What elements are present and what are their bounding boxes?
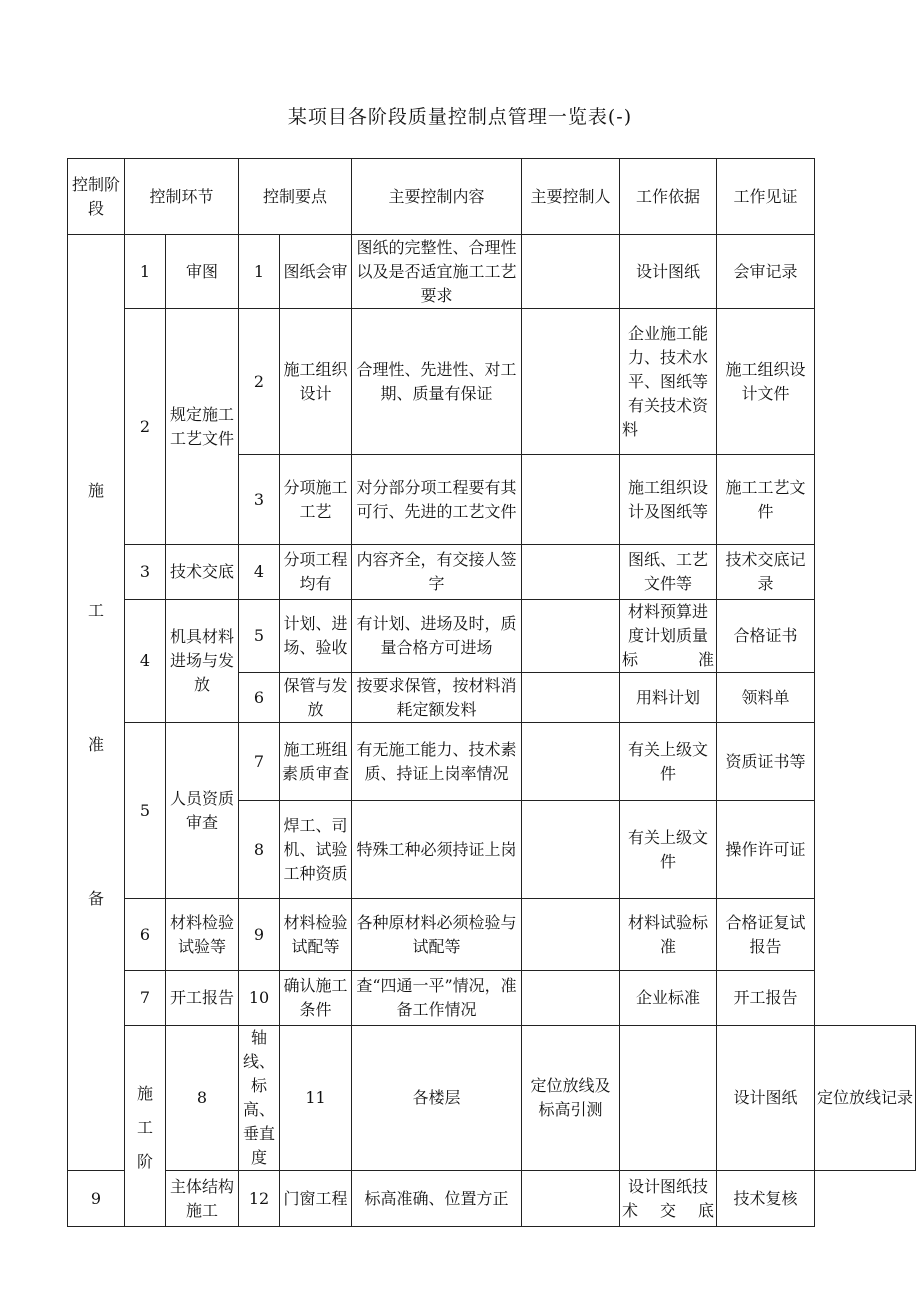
table-row bbox=[68, 600, 916, 673]
stage-char: 阶 bbox=[136, 1152, 153, 1171]
work-basis: 材料试验标准 bbox=[620, 899, 717, 971]
control-person bbox=[522, 545, 620, 600]
work-basis: 设计图纸 bbox=[717, 1026, 815, 1171]
link-number: 2 bbox=[125, 309, 166, 545]
point-number: 9 bbox=[239, 899, 280, 971]
work-basis: 企业标准 bbox=[620, 971, 717, 1026]
control-content: 合理性、先进性、对工期、质量有保证 bbox=[352, 309, 522, 455]
quality-control-table bbox=[67, 158, 916, 1227]
point-name: 保管与发放 bbox=[280, 673, 352, 723]
work-basis: 图纸、工艺文件等 bbox=[620, 545, 717, 600]
table-row bbox=[68, 545, 916, 600]
link-name: 技术交底 bbox=[166, 545, 239, 600]
point-name: 分项施工工艺 bbox=[280, 455, 352, 545]
point-name: 计划、进场、验收 bbox=[280, 600, 352, 673]
stage-char: 工 bbox=[87, 600, 104, 620]
link-number: 1 bbox=[125, 235, 166, 309]
point-number: 8 bbox=[239, 801, 280, 899]
work-evidence: 开工报告 bbox=[717, 971, 815, 1026]
point-number: 1 bbox=[239, 235, 280, 309]
stage-cell-construction bbox=[125, 1026, 166, 1227]
point-name: 确认施工条件 bbox=[280, 971, 352, 1026]
control-content: 有无施工能力、技术素质、持证上岗率情况 bbox=[352, 723, 522, 801]
work-evidence: 资质证书等 bbox=[717, 723, 815, 801]
control-content: 按要求保管，按材料消耗定额发料 bbox=[352, 673, 522, 723]
work-basis: 设计图纸技术交底 bbox=[620, 1171, 717, 1227]
control-person bbox=[522, 971, 620, 1026]
link-number: 3 bbox=[125, 545, 166, 600]
work-basis: 材料预算进度计划质量标准 bbox=[620, 600, 717, 673]
control-person bbox=[522, 723, 620, 801]
control-person bbox=[620, 1026, 717, 1171]
work-basis: 施工组织设计及图纸等 bbox=[620, 455, 717, 545]
point-name: 焊工、司机、试验工种资质 bbox=[280, 801, 352, 899]
header-person: 主要控制人 bbox=[522, 159, 620, 235]
table-row bbox=[68, 899, 916, 971]
stage-cell-preparation bbox=[68, 235, 125, 1171]
link-number: 6 bbox=[125, 899, 166, 971]
table-row bbox=[68, 723, 916, 801]
point-number: 6 bbox=[239, 673, 280, 723]
control-person bbox=[522, 1171, 620, 1227]
work-evidence: 定位放线记录 bbox=[815, 1026, 916, 1171]
header-point: 控制要点 bbox=[239, 159, 352, 235]
document-title: 某项目各阶段质量控制点管理一览表(-) bbox=[287, 106, 633, 128]
link-name: 开工报告 bbox=[166, 971, 239, 1026]
header-basis: 工作依据 bbox=[620, 159, 717, 235]
control-content: 有计划、进场及时，质量合格方可进场 bbox=[352, 600, 522, 673]
point-number: 2 bbox=[239, 309, 280, 455]
control-person bbox=[522, 455, 620, 545]
point-name: 施工组织设计 bbox=[280, 309, 352, 455]
work-basis: 设计图纸 bbox=[620, 235, 717, 309]
link-number: 8 bbox=[166, 1026, 239, 1171]
work-basis: 有关上级文件 bbox=[620, 723, 717, 801]
control-content: 标高准确、位置方正 bbox=[352, 1171, 522, 1227]
table-header-row bbox=[68, 159, 916, 235]
link-name: 审图 bbox=[166, 235, 239, 309]
link-name: 轴线、标高、垂直度 bbox=[239, 1026, 280, 1171]
work-evidence: 合格证书 bbox=[717, 600, 815, 673]
header-content: 主要控制内容 bbox=[352, 159, 522, 235]
header-evidence: 工作见证 bbox=[717, 159, 815, 235]
link-number: 4 bbox=[125, 600, 166, 723]
work-evidence: 会审记录 bbox=[717, 235, 815, 309]
work-evidence: 操作许可证 bbox=[717, 801, 815, 899]
point-number: 7 bbox=[239, 723, 280, 801]
control-person bbox=[522, 309, 620, 455]
table-row bbox=[68, 309, 916, 455]
point-name: 各楼层 bbox=[352, 1026, 522, 1171]
stage-char: 备 bbox=[87, 888, 104, 908]
point-number: 5 bbox=[239, 600, 280, 673]
point-name: 施工班组素质审查 bbox=[280, 723, 352, 801]
point-name: 图纸会审 bbox=[280, 235, 352, 309]
work-evidence: 技术复核 bbox=[717, 1171, 815, 1227]
control-content: 特殊工种必须持证上岗 bbox=[352, 801, 522, 899]
link-name: 人员资质审查 bbox=[166, 723, 239, 899]
work-basis: 有关上级文件 bbox=[620, 801, 717, 899]
point-number: 12 bbox=[239, 1171, 280, 1227]
link-number: 5 bbox=[125, 723, 166, 899]
stage-char: 施 bbox=[87, 480, 104, 500]
control-content: 定位放线及标高引测 bbox=[522, 1026, 620, 1171]
link-name: 主体结构施工 bbox=[166, 1171, 239, 1227]
header-link: 控制环节 bbox=[125, 159, 239, 235]
stage-char: 工 bbox=[136, 1118, 153, 1137]
work-basis: 用料计划 bbox=[620, 673, 717, 723]
control-person bbox=[522, 899, 620, 971]
table-row bbox=[68, 1026, 916, 1171]
link-name: 机具材料进场与发放 bbox=[166, 600, 239, 723]
point-name: 分项工程均有 bbox=[280, 545, 352, 600]
control-person bbox=[522, 235, 620, 309]
control-person bbox=[522, 673, 620, 723]
point-number: 11 bbox=[280, 1026, 352, 1171]
table-row bbox=[68, 235, 916, 309]
point-name: 材料检验试配等 bbox=[280, 899, 352, 971]
link-number: 9 bbox=[68, 1171, 125, 1227]
control-content: 查“四通一平”情况，准备工作情况 bbox=[352, 971, 522, 1026]
table-row bbox=[68, 971, 916, 1026]
table-row bbox=[68, 1171, 916, 1227]
control-content: 图纸的完整性、合理性以及是否适宜施工工艺要求 bbox=[352, 235, 522, 309]
point-number: 10 bbox=[239, 971, 280, 1026]
stage-char: 施 bbox=[136, 1084, 153, 1103]
link-name: 规定施工工艺文件 bbox=[166, 309, 239, 545]
control-content: 各种原材料必须检验与试配等 bbox=[352, 899, 522, 971]
work-basis: 企业施工能力、技术水平、图纸等有关技术资料 bbox=[620, 309, 717, 455]
link-number: 7 bbox=[125, 971, 166, 1026]
header-stage: 控制阶段 bbox=[68, 159, 125, 235]
control-person bbox=[522, 600, 620, 673]
point-number: 4 bbox=[239, 545, 280, 600]
work-evidence: 领料单 bbox=[717, 673, 815, 723]
point-name: 门窗工程 bbox=[280, 1171, 352, 1227]
work-evidence: 技术交底记录 bbox=[717, 545, 815, 600]
work-evidence: 施工组织设计文件 bbox=[717, 309, 815, 455]
work-evidence: 施工工艺文件 bbox=[717, 455, 815, 545]
link-name: 材料检验试验等 bbox=[166, 899, 239, 971]
control-content: 内容齐全，有交接人签字 bbox=[352, 545, 522, 600]
control-person bbox=[522, 801, 620, 899]
work-evidence: 合格证复试报告 bbox=[717, 899, 815, 971]
stage-char: 准 bbox=[87, 734, 104, 754]
point-number: 3 bbox=[239, 455, 280, 545]
control-content: 对分部分项工程要有其可行、先进的工艺文件 bbox=[352, 455, 522, 545]
